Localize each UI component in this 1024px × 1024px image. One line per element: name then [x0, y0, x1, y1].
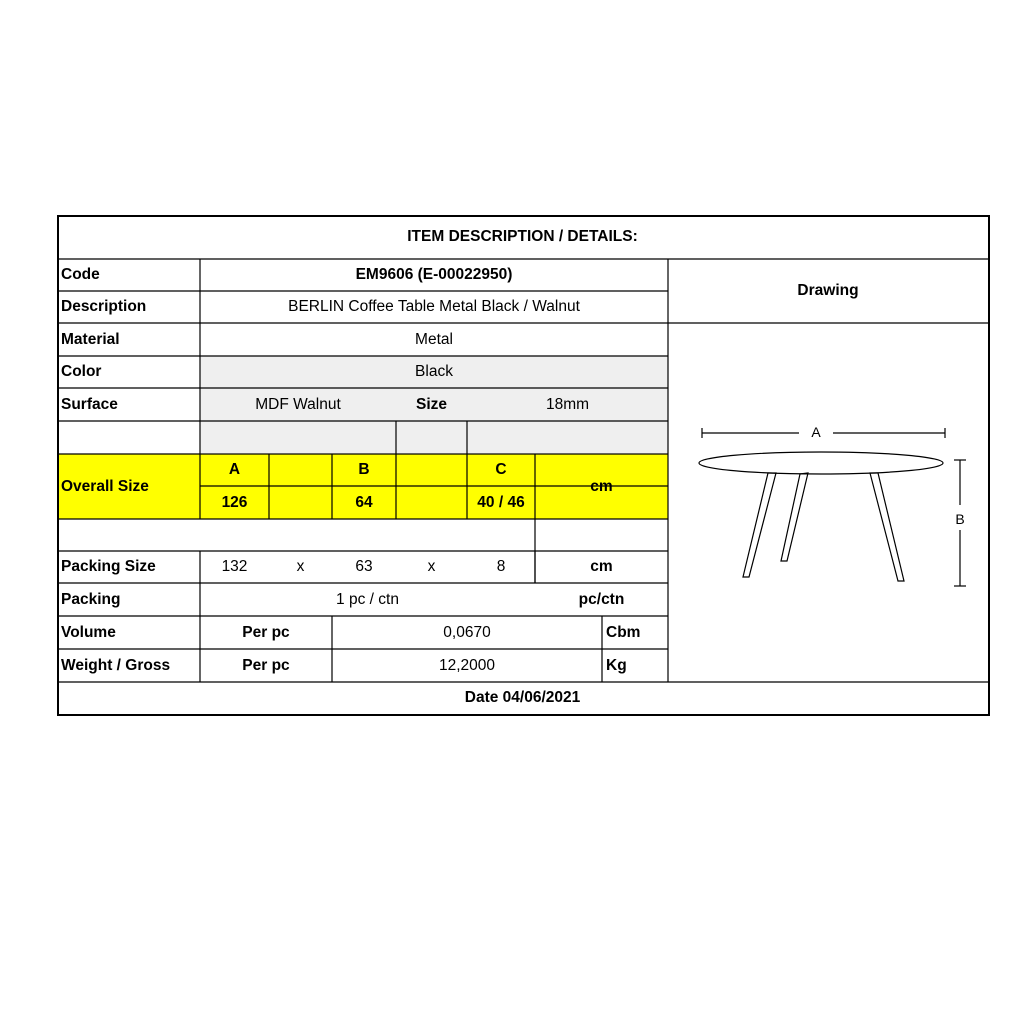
packing-value: 1 pc / ctn: [336, 590, 399, 608]
overall-c-label: C: [495, 461, 507, 478]
packing-size-b: 63: [355, 558, 373, 575]
packing-size-unit: cm: [590, 558, 613, 575]
color-value: Black: [415, 363, 453, 380]
packing-unit: pc/ctn: [578, 590, 625, 608]
overall-size-label: Overall Size: [61, 477, 149, 495]
table-top-outline: [699, 452, 943, 474]
size-value: 18mm: [545, 395, 590, 413]
dim-a-label: A: [811, 424, 821, 440]
volume-label: Volume: [61, 623, 116, 641]
surface-label: Surface: [61, 395, 118, 413]
description-label: Description: [61, 298, 147, 315]
code-value: EM9606 (E-00022950): [355, 266, 513, 283]
volume-value: 0,0670: [443, 623, 491, 641]
table-drawing: [57, 215, 990, 716]
drawing-label: Drawing: [797, 282, 859, 299]
table-leg-right: [870, 473, 904, 581]
packing-size-label: Packing Size: [61, 558, 156, 575]
material-value: Metal: [415, 330, 453, 348]
color-label: Color: [61, 363, 102, 380]
overall-c-value: 40 / 46: [477, 493, 525, 511]
table-leg-back-left: [781, 473, 808, 561]
code-label: Code: [61, 266, 100, 283]
description-value: BERLIN Coffee Table Metal Black / Walnut: [288, 298, 580, 315]
packing-size-c: 8: [496, 558, 506, 575]
overall-a-label: A: [228, 461, 241, 478]
weight-unit: Kg: [606, 656, 627, 674]
table-leg-front-left: [743, 473, 776, 577]
overall-unit: cm: [590, 477, 613, 495]
surface-value: MDF Walnut: [255, 395, 341, 413]
weight-value: 12,2000: [438, 656, 496, 674]
packing-size-x2: x: [427, 558, 436, 575]
packing-size-x1: x: [296, 558, 305, 575]
spec-sheet: [57, 215, 990, 716]
overall-b-value: 64: [355, 493, 373, 511]
material-label: Material: [61, 330, 120, 348]
overall-b-label: B: [358, 461, 370, 478]
packing-size-a: 132: [221, 558, 248, 575]
packing-label: Packing: [61, 590, 121, 608]
volume-per: Per pc: [242, 623, 290, 641]
overall-a-value: 126: [221, 493, 248, 511]
size-label: Size: [415, 395, 447, 413]
volume-unit: Cbm: [606, 623, 641, 641]
weight-per: Per pc: [242, 656, 290, 674]
weight-label: Weight / Gross: [61, 656, 171, 674]
dim-b-label: B: [955, 511, 965, 527]
date-footer: Date 04/06/2021: [464, 689, 581, 706]
sheet-title: ITEM DESCRIPTION / DETAILS:: [407, 228, 638, 245]
